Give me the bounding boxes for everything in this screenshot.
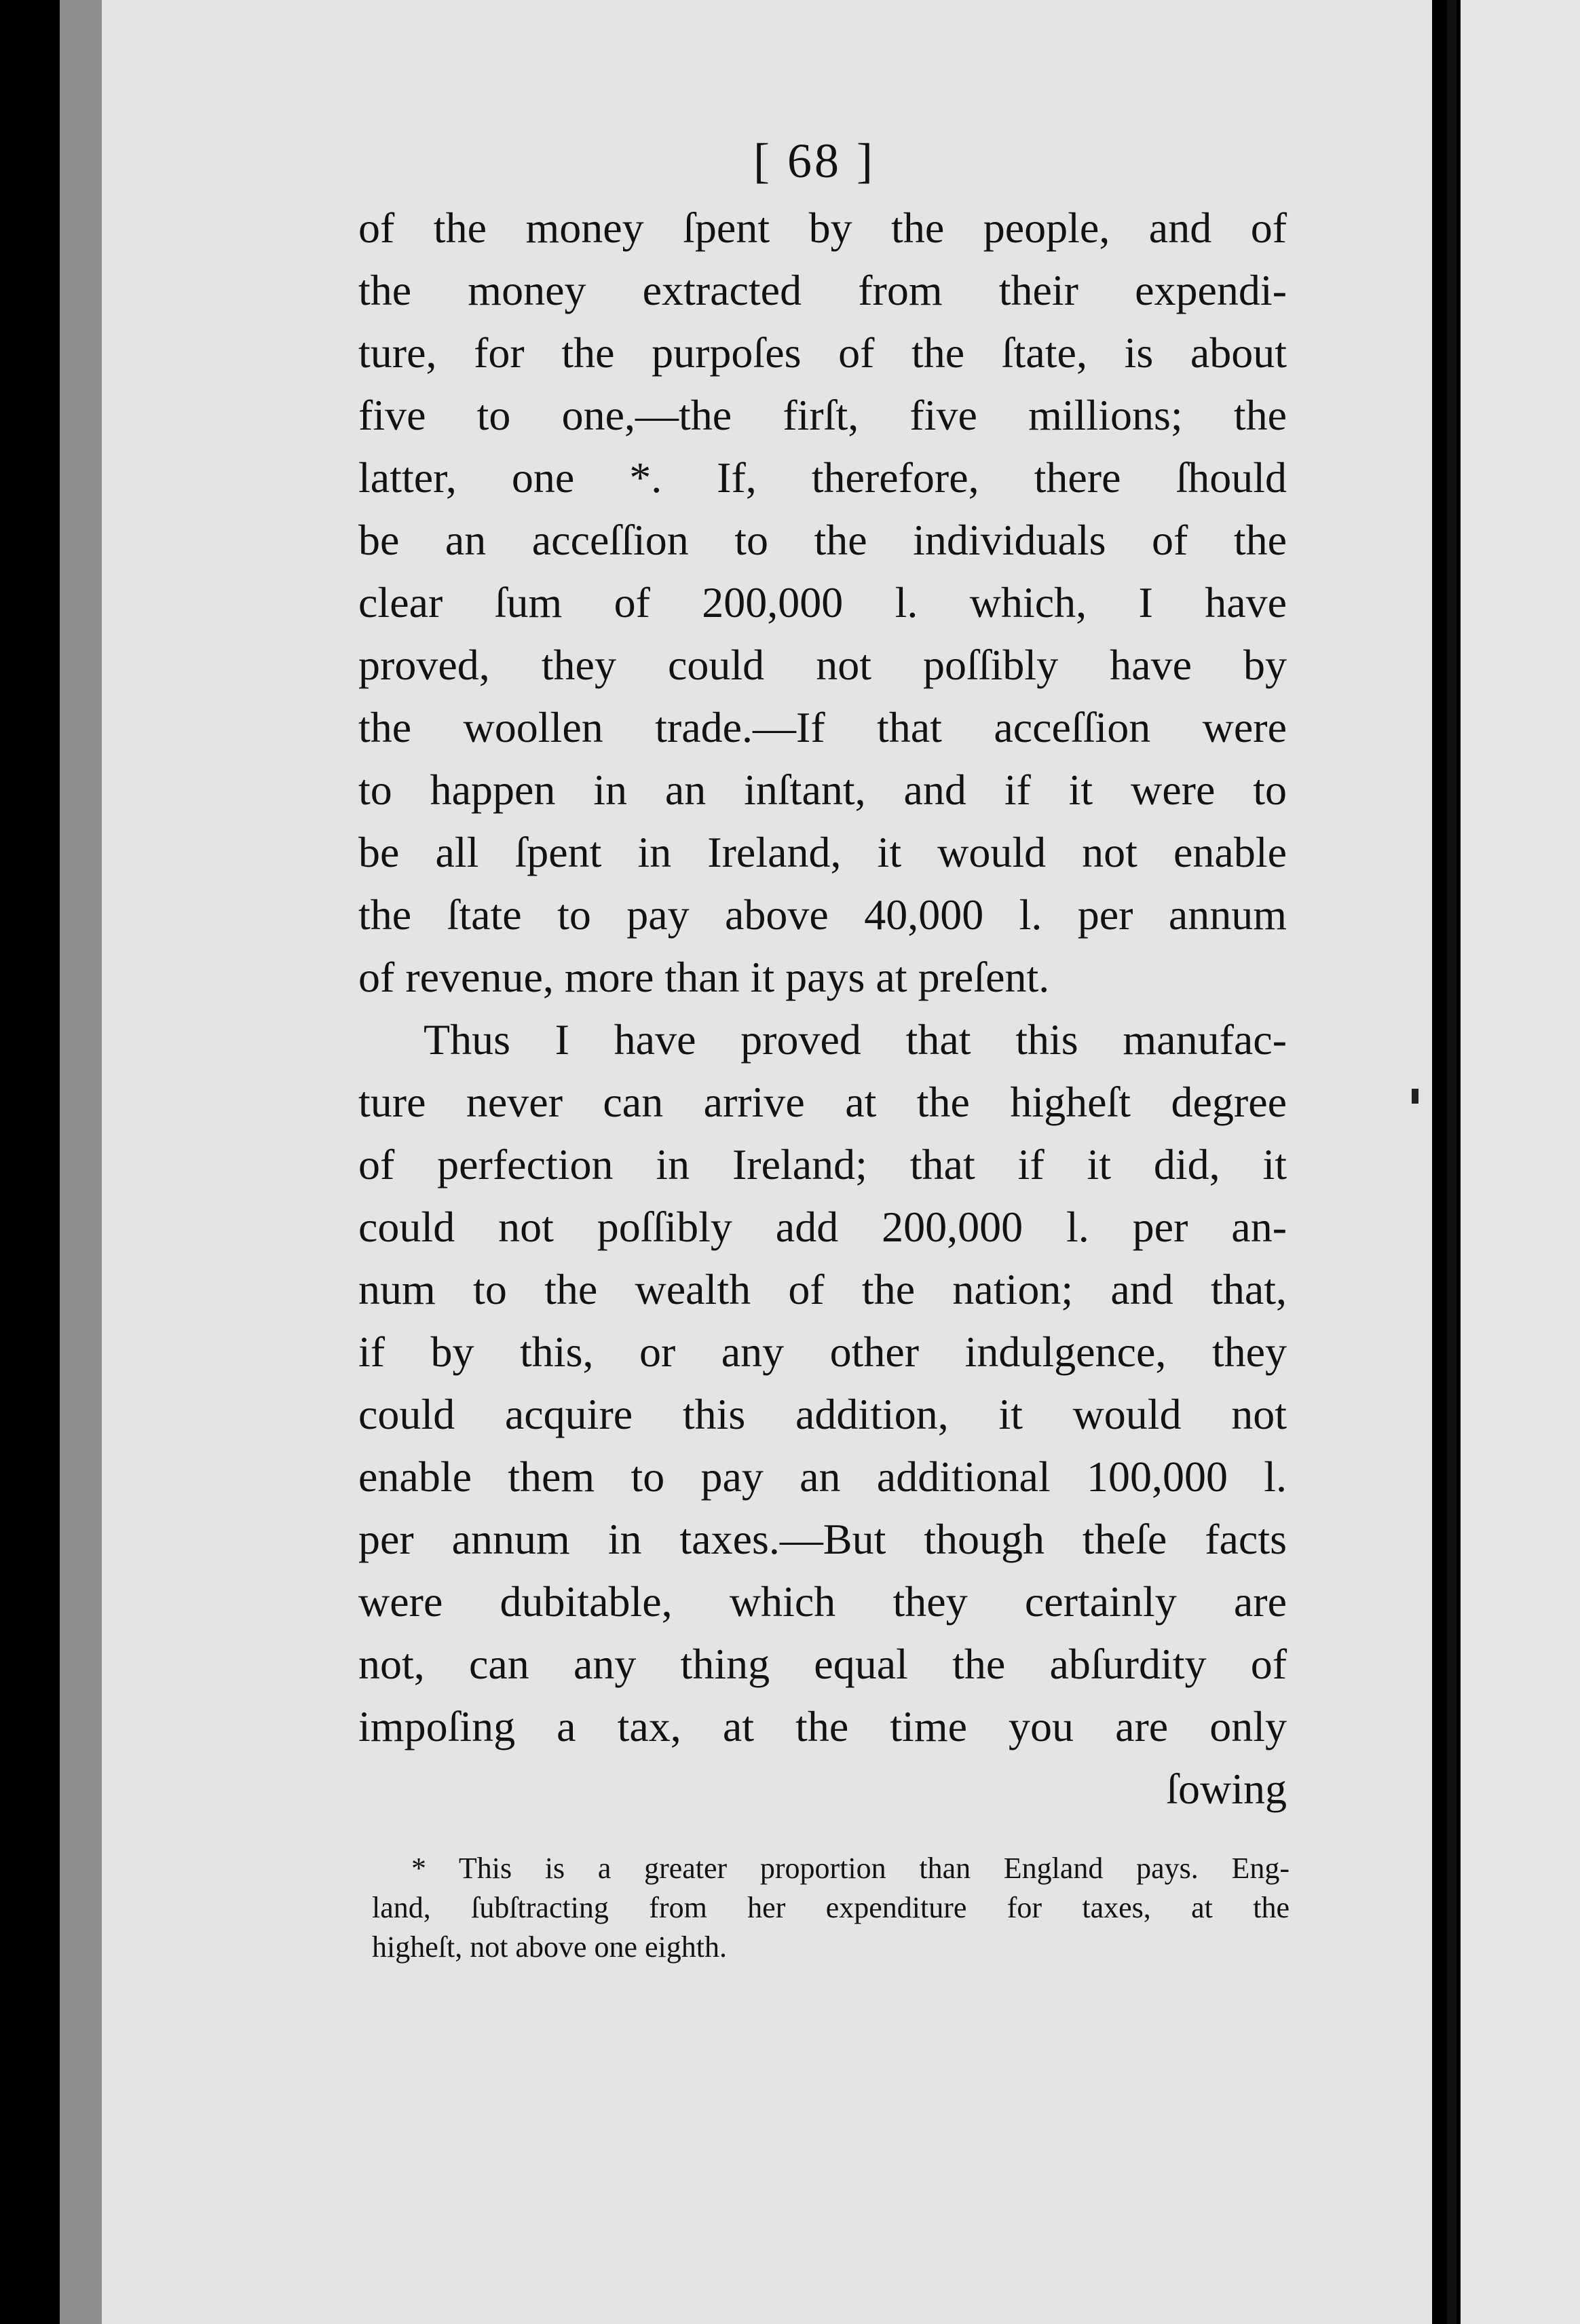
text-line: of perfection in Ireland; that if it did, it	[358, 1140, 1287, 1188]
text-line: num to the wealth of the nation; and that,	[358, 1265, 1287, 1313]
text-line: ture never can arrive at the higheſt degree	[358, 1078, 1287, 1126]
left-page-edge	[60, 0, 107, 2324]
text-line: the money extracted from their expendi-	[358, 266, 1287, 314]
footnote-line: higheſt, not above one eighth.	[372, 1930, 727, 1964]
text-line: proved, they could not poſſibly have by	[358, 641, 1287, 689]
text-line: to happen in an inſtant, and if it were to	[358, 766, 1287, 814]
margin-mark	[1412, 1089, 1418, 1104]
facing-page-edge	[1461, 0, 1580, 2324]
text-line: of the money ſpent by the people, and of	[358, 204, 1287, 252]
text-line: if by this, or any other indulgence, they	[358, 1328, 1287, 1376]
text-line: not, can any thing equal the abſurdity of	[358, 1640, 1287, 1688]
paragraph-first-line: Thus I have proved that this manufac-	[424, 1015, 1287, 1064]
text-line: ture, for the purpoſes of the ſtate, is about	[358, 329, 1287, 377]
text-line: of revenue, more than it pays at preſent.	[358, 953, 1050, 1001]
text-line: be all ſpent in Ireland, it would not enable	[358, 828, 1287, 876]
page-gutter	[1447, 0, 1456, 2324]
footnote-line: land, ſubſtracting from her expenditure for taxes, at the	[372, 1891, 1290, 1924]
catchword: ſowing	[1166, 1765, 1287, 1813]
text-line: the ſtate to pay above 40,000 l. per annum	[358, 891, 1287, 939]
text-line: could not poſſibly add 200,000 l. per an-	[358, 1203, 1287, 1251]
text-line: five to one,—the firſt, five millions; the	[358, 391, 1287, 439]
text-line: latter, one *. If, therefore, there ſhould	[358, 453, 1287, 502]
text-line: the woollen trade.—If that acceſſion were	[358, 703, 1287, 751]
text-line: could acquire this addition, it would not	[358, 1390, 1287, 1438]
body-text	[358, 197, 1287, 1820]
text-line: per annum in taxes.—But though theſe facts	[358, 1515, 1287, 1563]
footnote	[372, 1849, 1290, 1967]
text-line: enable them to pay an additional 100,000 l.	[358, 1452, 1287, 1501]
text-line: be an acceſſion to the individuals of the	[358, 516, 1287, 564]
footnote-line: * This is a greater proportion than England pays. Eng-	[411, 1852, 1290, 1885]
text-line: were dubitable, which they certainly are	[358, 1577, 1287, 1626]
text-line: clear ſum of 200,000 l. which, I have	[358, 578, 1287, 626]
page-number: [ 68 ]	[753, 134, 876, 188]
text-line: impoſing a tax, at the time you are only	[358, 1702, 1287, 1750]
